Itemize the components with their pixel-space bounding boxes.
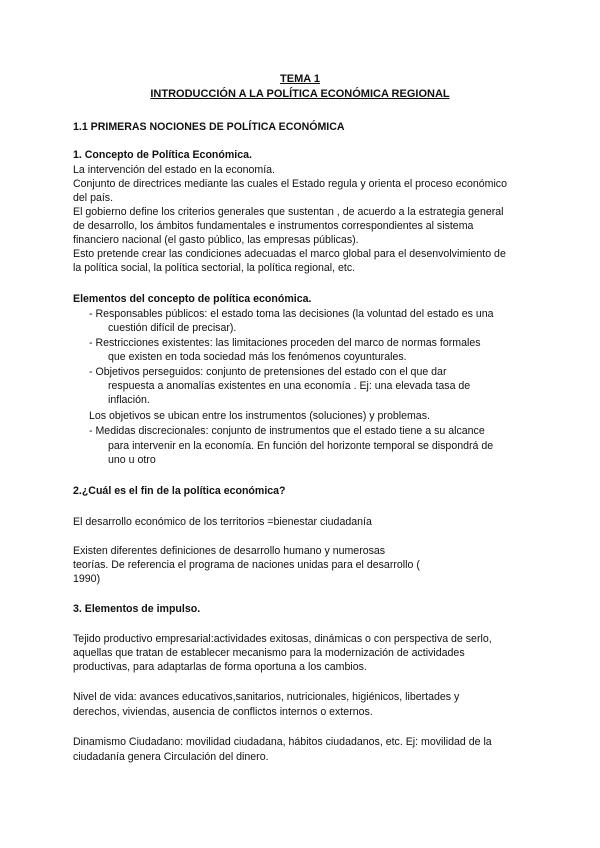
heading-concepto: 1. Concepto de Política Económica. [73, 149, 252, 161]
heading-elementos: Elementos del concepto de política económica. [73, 293, 312, 305]
elementos-line: - Restricciones existentes: las limitaciones proceden del marco de normas formales [89, 337, 481, 349]
fin-line: 1990) [73, 573, 101, 585]
fin-line: Existen diferentes definiciones de desarrollo humano y numerosas [73, 545, 386, 557]
elementos-line: inflación. [108, 394, 150, 406]
nivel-line: Nivel de vida: avances educativos,sanitarios, nutricionales, higiénicos, libertades y [73, 691, 460, 703]
elementos-line: uno u otro [108, 454, 156, 466]
tejido-line: Tejido productivo empresarial:actividades exitosas, dinámicas o con perspectiva de serlo, [73, 633, 492, 645]
elementos-line: - Medidas discrecionales: conjunto de instrumentos que el estado tiene a su alcance [89, 425, 485, 437]
concepto-line: El gobierno define los criterios generales que sustentan , de acuerdo a la estrategia general [73, 206, 504, 218]
doc-title-line1: TEMA 1 [280, 73, 320, 85]
doc-title-line2: INTRODUCCIÓN A LA POLÍTICA ECONÓMICA REGIONAL [150, 88, 450, 100]
concepto-line: del país. [73, 192, 114, 204]
concepto-line: La intervención del estado en la economía. [73, 164, 276, 176]
heading-fin: 2.¿Cuál es el fin de la política económica? [73, 485, 286, 497]
dinamismo-line: ciudadanía genera Circulación del dinero. [73, 751, 269, 763]
elementos-line: respuesta a anomalías existentes en una economía . Ej: una elevada tasa de [108, 380, 471, 392]
dinamismo-line: Dinamismo Ciudadano: movilidad ciudadana, hábitos ciudadanos, etc. Ej: movilidad de la [73, 736, 492, 748]
heading-impulso: 3. Elementos de impulso. [73, 603, 201, 615]
elementos-line: - Responsables públicos: el estado toma las decisiones (la voluntad del estado es una [89, 308, 494, 320]
elementos-line: - Objetivos perseguidos: conjunto de pretensiones del estado con el que dar [89, 366, 447, 378]
concepto-line: financiero nacional (el gasto público, las empresas públicas). [73, 234, 359, 246]
concepto-line: Conjunto de directrices mediante las cuales el Estado regula y orienta el proceso económico [73, 178, 507, 190]
elementos-line: que existen en toda sociedad más los fenómenos coyunturales. [108, 351, 407, 363]
elementos-line: para intervenir en la economía. En función del horizonte temporal se dispondrá de [108, 440, 494, 452]
concepto-line: de desarrollo, los ámbitos fundamentales e instrumentos correspondientes al sistema [73, 220, 474, 232]
elementos-line: cuestión difícil de precisar). [108, 322, 237, 334]
concepto-line: Esto pretende crear las condiciones adecuadas el marco global para el desenvolvimiento de [73, 248, 506, 260]
nivel-line: derechos, viviendas, ausencia de conflictos internos o externos. [73, 706, 373, 718]
fin-line: teorías. De referencia el programa de naciones unidas para el desarrollo ( [73, 559, 420, 571]
tejido-line: productivas, para adaptarlas de forma oportuna a los cambios. [73, 661, 367, 673]
section-heading-1-1: 1.1 PRIMERAS NOCIONES DE POLÍTICA ECONÓMICA [73, 121, 345, 133]
fin-line: El desarrollo económico de los territorios =bienestar ciudadanía [73, 516, 372, 528]
elementos-line: Los objetivos se ubican entre los instrumentos (soluciones) y problemas. [89, 410, 430, 422]
tejido-line: aquellas que tratan de establecer mecanismo para la modernización de actividades [73, 647, 465, 659]
concepto-line: la política social, la política sectorial, la política regional, etc. [73, 262, 356, 274]
